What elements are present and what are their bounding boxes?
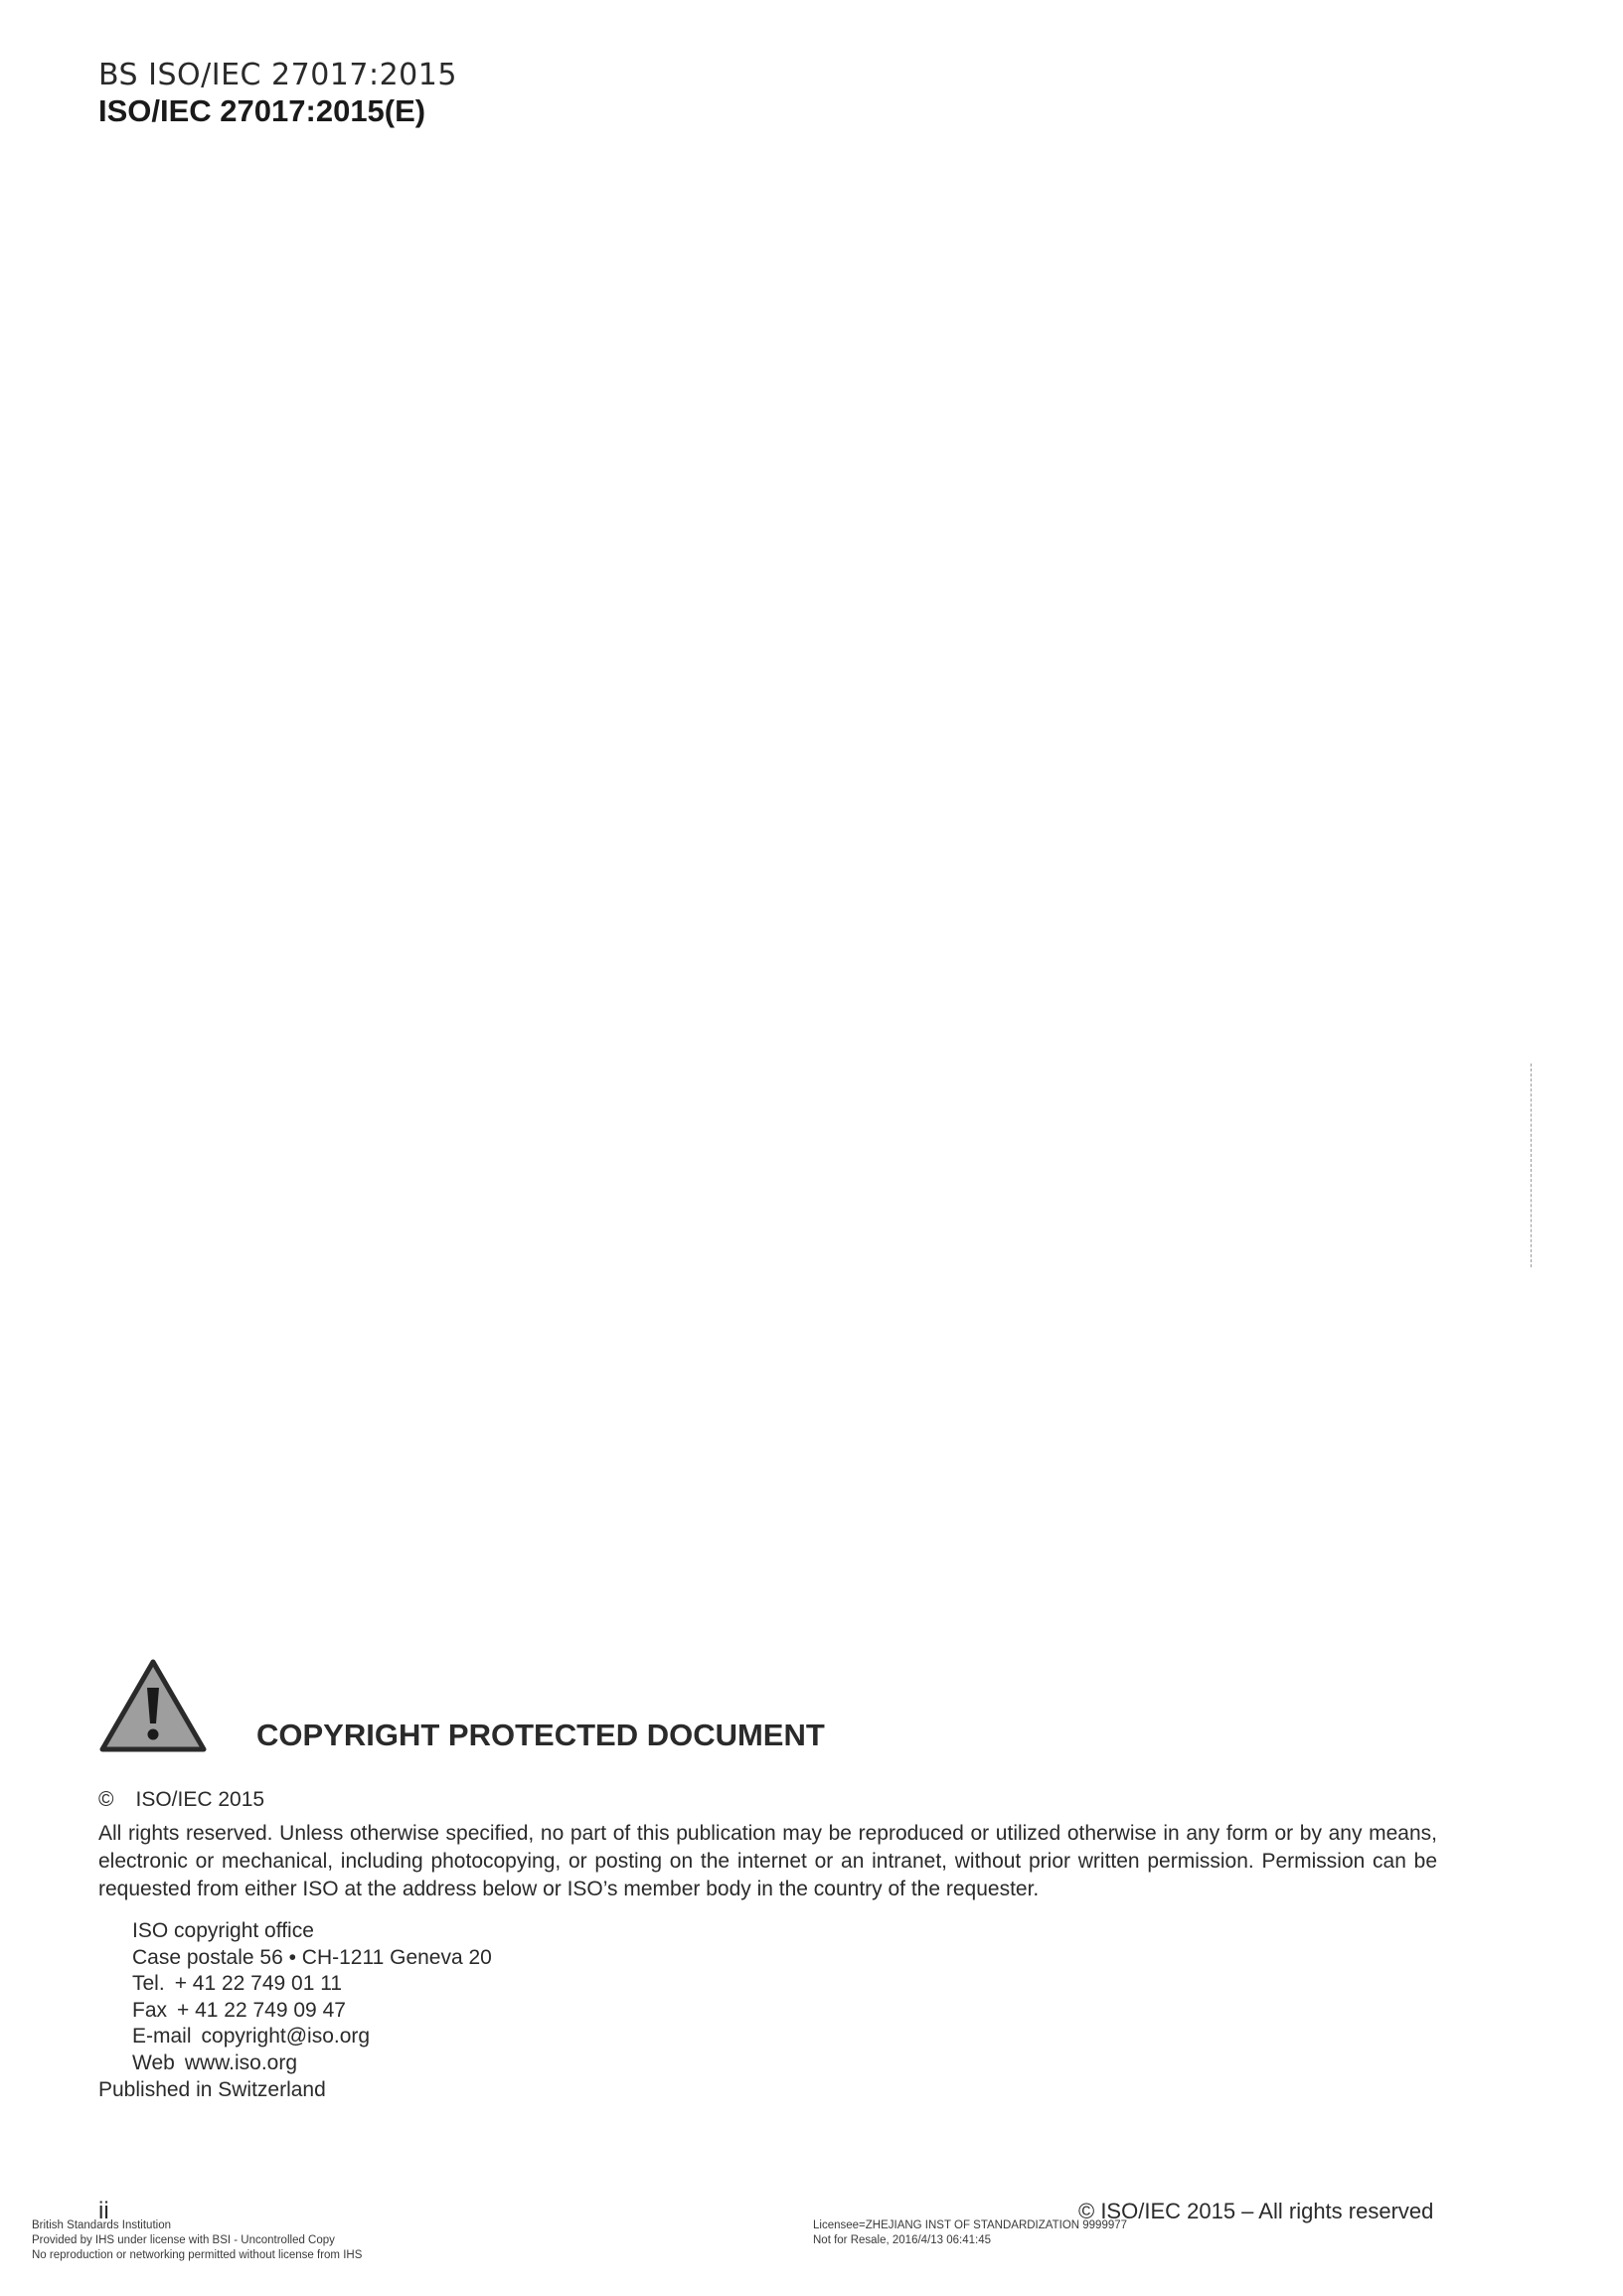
- license-line: Not for Resale, 2016/4/13 06:41:45: [813, 2234, 992, 2246]
- fax-label: Fax: [132, 1998, 168, 2022]
- copyright-title: COPYRIGHT PROTECTED DOCUMENT: [256, 1718, 825, 1752]
- license-notice-right: [813, 2218, 1127, 2248]
- rights-statement: All rights reserved. Unless otherwise specified, no part of this publication may be reproduced or utilized otherwise in any form or by any means, electronic or mechanical, including photocopying, or posting on the internet or an intranet, without prior written permission. Permission can be requested from either ISO at the address below or ISO’s member body in the country of the requester.: [98, 1822, 1437, 1900]
- footer-rights: © ISO/IEC 2015 – All rights reserved: [1078, 2199, 1434, 2223]
- license-line: Provided by IHS under license with BSI - Uncontrolled Copy: [32, 2234, 335, 2246]
- email-label: E-mail: [132, 2025, 192, 2048]
- bs-standard-number: BS ISO/IEC 27017:2015: [98, 58, 457, 92]
- office-name: ISO copyright office: [132, 1919, 314, 1942]
- email-link[interactable]: copyright@iso.org: [201, 2025, 371, 2048]
- margin-marks: [1531, 1064, 1538, 1267]
- iso-standard-number: ISO/IEC 27017:2015(E): [98, 93, 426, 128]
- tel-label: Tel.: [132, 1972, 165, 1995]
- published-location: Published in Switzerland: [98, 2078, 326, 2101]
- page-number: ii: [98, 2198, 109, 2224]
- fax-line: [132, 1998, 492, 2025]
- email-line: [132, 2024, 492, 2050]
- license-line: British Standards Institution: [32, 2219, 171, 2231]
- fax-value: + 41 22 749 09 47: [177, 1998, 346, 2022]
- copyright-symbol: ©: [98, 1788, 114, 1811]
- copyright-holder: ISO/IEC 2015: [135, 1788, 265, 1811]
- license-notice-left: [32, 2218, 362, 2263]
- license-line: Licensee=ZHEJIANG INST OF STANDARDIZATION 9999977: [813, 2219, 1128, 2231]
- warning-triangle-icon: [98, 1658, 208, 1753]
- web-label: Web: [132, 2050, 175, 2074]
- postal-address: Case postale 56 • CH-1211 Geneva 20: [132, 1945, 492, 1969]
- license-line: No reproduction or networking permitted without license from IHS: [32, 2249, 363, 2261]
- web-line: [132, 2050, 492, 2077]
- telephone-line: [132, 1971, 492, 1998]
- tel-value: + 41 22 749 01 11: [174, 1972, 343, 1995]
- address-block: [132, 1918, 492, 2076]
- web-link[interactable]: www.iso.org: [184, 2050, 298, 2074]
- copyright-holder-line: [98, 1788, 264, 1812]
